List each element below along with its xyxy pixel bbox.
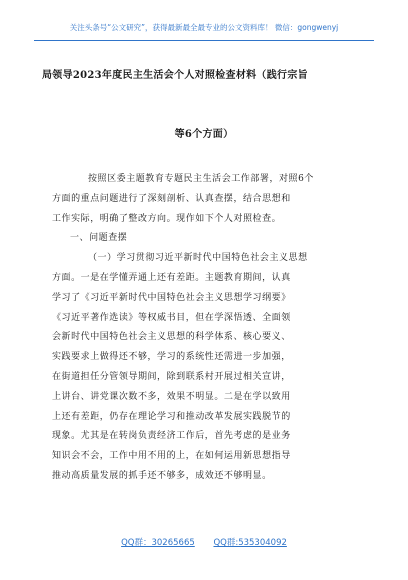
body-line: 《习近平著作选读》等权威书目，但在学深悟透、全面领 (52, 312, 291, 323)
body-line: 推动高质量发展的抓手还不够多，成效还不够明显。 (52, 470, 272, 481)
qq-group-link-1[interactable]: QQ群：30265665 (121, 538, 195, 548)
body-line: 实践要求上做得还不够，学习的系统性还需进一步加强， (52, 352, 291, 363)
header-banner: 关注头条号“公文研究”，获得最新最全最专业的公文资料库！ 微信：gongwenyj (69, 23, 339, 32)
body-line: 工作实际，明确了整改方向。现作如下个人对照检查。 (52, 213, 282, 224)
qq-group-link-2[interactable]: QQ群:535304092 (213, 538, 287, 548)
body-line: 会新时代中国特色社会主义思想的科学体系、核心要义、 (52, 332, 291, 343)
body-line: 按照区委主题教育专题民主生活会工作部署，对照6个 (88, 174, 314, 184)
header-divider (34, 40, 374, 41)
body-line: 方面。一是在学懂弄通上还有差距。主题教育期间，认真 (52, 272, 291, 283)
body-line: 学习了《习近平新时代中国特色社会主义思想学习纲要》 (52, 292, 291, 303)
body-line: 知识会不会，工作中用不用的上，在如何运用新思想指导 (52, 451, 291, 462)
body-line: 在街道担任分管领导期间，除到联系村开展过相关宣讲， (52, 371, 291, 382)
document-title-continued: 等6个方面） (174, 129, 234, 140)
body-line: 上还有差距，仍存在理论学习和推动改革发展实践脱节的 (52, 411, 291, 422)
body-line: （一）学习贯彻习近平新时代中国特色社会主义思想 (88, 253, 308, 264)
footer-contact (0, 536, 408, 548)
document-body (52, 170, 352, 487)
document-title: 局领导2023年度民主生活会个人对照检查材料（践行宗旨 (42, 70, 308, 81)
body-line: 上讲台、讲党课次数不多，效果不明显。二是在学以致用 (52, 391, 291, 402)
body-line: 现象。尤其是在转岗负责经济工作后，首先考虑的是业务 (52, 431, 291, 442)
section-heading: 一、问题查摆 (70, 233, 128, 244)
body-line: 方面的重点问题进行了深刻剖析、认真查摆，结合思想和 (52, 193, 291, 204)
